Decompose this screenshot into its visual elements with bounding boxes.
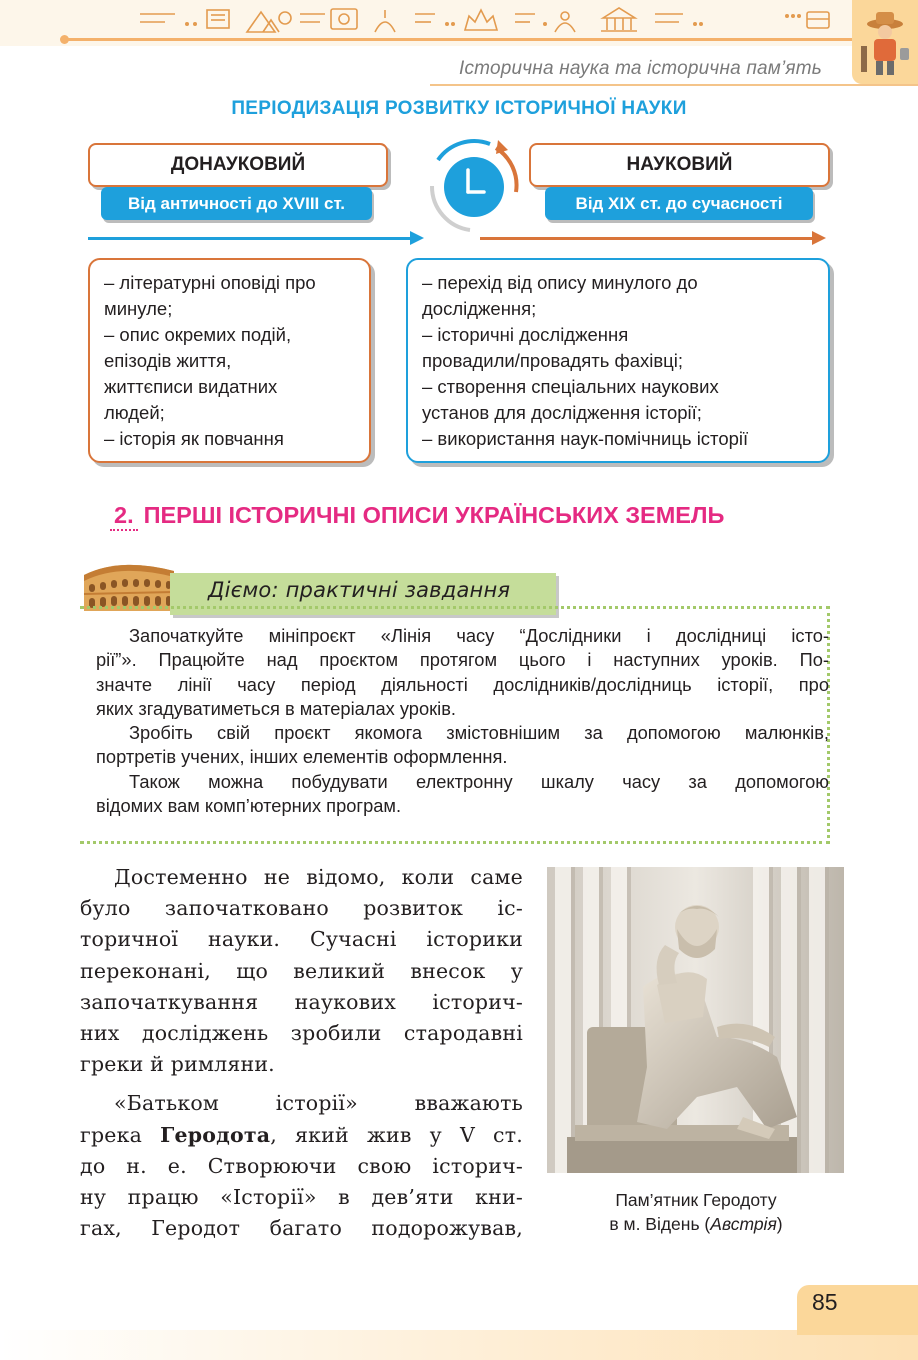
body-line: започаткування наукових історич- (80, 989, 523, 1014)
body-line: грека Геродота, який жив у V ст. (80, 1122, 523, 1147)
feature-line: – опис окремих подій, (104, 324, 292, 345)
feature-line: – історія як повчання (104, 428, 284, 449)
body-line: них досліджень зробили стародавні (80, 1021, 523, 1046)
caption-line: в м. Відень (Австрія) (609, 1214, 783, 1234)
running-head: Історична наука та історична пам’ять (458, 58, 822, 79)
body-line: греки й римляни. (80, 1052, 275, 1077)
scientific-period-dates: Від XIX ст. до сучасності (545, 187, 813, 220)
explorer-icon (856, 6, 914, 80)
feature-line: – використання наук-помічниць історії (422, 428, 749, 449)
feature-line: життєписи видатних (104, 376, 278, 397)
prescientific-period-dates: Від античності до XVIII ст. (101, 187, 372, 220)
section-title: ПЕРШІ ІСТОРИЧНІ ОПИСИ УКРАЇНСЬКИХ ЗЕМЕЛЬ (143, 502, 725, 528)
photo-caption (548, 1188, 844, 1236)
feature-line: установ для дослідження історії; (422, 402, 702, 423)
prescientific-period-box: ДОНАУКОВИЙ (88, 143, 388, 187)
feature-line: епізодів життя, (104, 350, 232, 371)
feature-line: – літературні оповіді про (104, 272, 316, 293)
task-line: яких згадуватиметься в матеріалах уроків. (96, 697, 456, 719)
timeline-arrow-right (480, 237, 816, 240)
task-title: Діємо: практичні завдання (208, 578, 511, 602)
task-line: значте лінії часу період діяльності дослідників/дослідниць історії, про (96, 673, 829, 695)
body-line: було започатковано розвиток іс- (80, 896, 523, 921)
caption-line: Пам’ятник Геродоту (615, 1190, 777, 1210)
body-line: «Батьком історії» вважають (114, 1091, 523, 1116)
feature-line: дослідження; (422, 298, 537, 319)
clock-icon (418, 130, 528, 240)
feature-line: – перехід від опису минулого до (422, 272, 698, 293)
scheme-title: ПЕРІОДИЗАЦІЯ РОЗВИТКУ ІСТОРИЧНОЇ НАУКИ (231, 98, 687, 119)
history-icons-strip (135, 4, 855, 36)
task-text (96, 624, 829, 818)
timeline-arrow-left (88, 237, 414, 240)
prescientific-features-box (88, 258, 371, 463)
top-band-line (64, 38, 854, 41)
body-line: Достеменно не відомо, коли саме (114, 865, 523, 889)
feature-line: минуле; (104, 298, 173, 319)
herodotus-statue-photo (547, 867, 844, 1173)
body-line: ну працю «Історії» в дев’яти кни- (80, 1185, 523, 1210)
caption-country: Австрія (710, 1214, 777, 1234)
feature-line: – створення спеціальних наукових (422, 376, 719, 397)
herodotus-name: Геродота (160, 1122, 271, 1147)
body-line: гах, Геродот багато подорожував, (80, 1216, 523, 1241)
timeline-arrowhead-left (410, 231, 424, 245)
timeline-arrowhead-right (812, 231, 826, 245)
scientific-period-box: НАУКОВИЙ (529, 143, 830, 187)
body-line: переконані, що великий внесок у (80, 958, 523, 983)
main-text (80, 862, 523, 1244)
page-number: 85 (812, 1289, 838, 1315)
feature-line: людей; (104, 402, 165, 423)
header-rule (430, 84, 918, 86)
scientific-features-box (406, 258, 830, 463)
footer-band (0, 1330, 918, 1360)
feature-line: провадили/провадять фахівці; (422, 350, 684, 371)
feature-line: – історичні дослідження (422, 324, 629, 345)
task-line: Зробіть свій проєкт якомога змістовнішим за допомогою малюнків, (129, 722, 829, 744)
section-heading (110, 502, 724, 531)
task-line: відомих вам комп’ютерних програм. (96, 795, 402, 817)
body-line: до н. е. Створюючи свою історич- (80, 1153, 523, 1178)
task-line: портретів учених, інших елементів оформлення. (96, 746, 508, 768)
task-line: Також можна побудувати електронну шкалу часу за допомогою (129, 770, 829, 792)
section-number: 2. (110, 502, 138, 531)
task-line: рії”». Працюйте над проєктом протягом цього і наступних уроків. По- (96, 649, 829, 671)
task-line: Започаткуйте мініпроєкт «Лінія часу “Дослідники і дослідниці істо- (129, 625, 829, 646)
body-line: торичної науки. Сучасні історики (80, 927, 523, 952)
